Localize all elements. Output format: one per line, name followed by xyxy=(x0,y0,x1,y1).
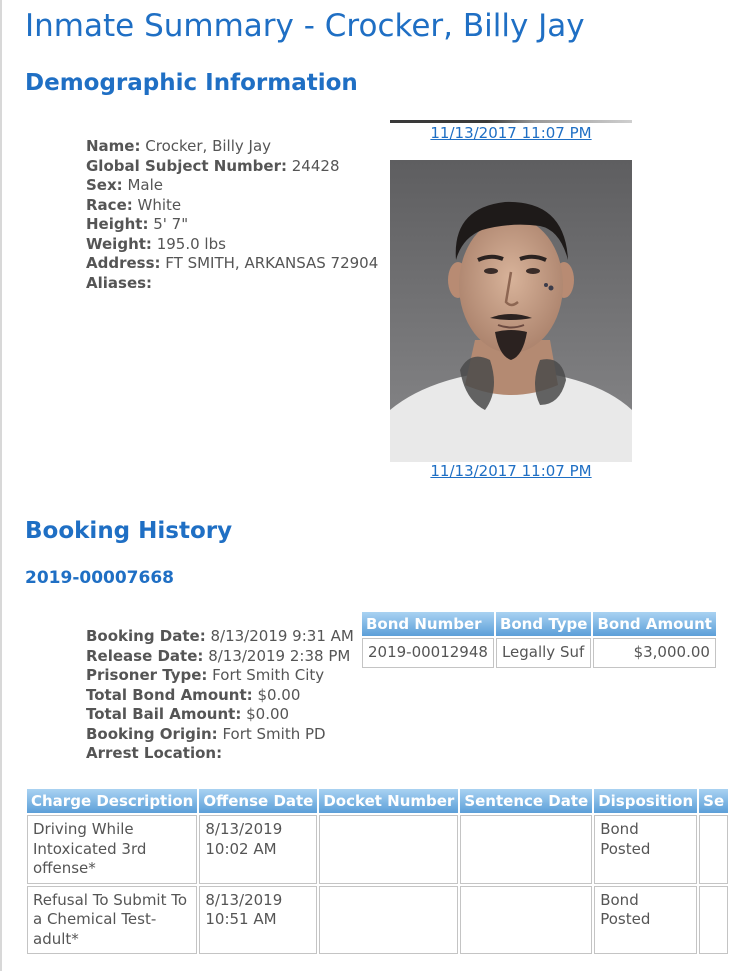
table-row xyxy=(27,815,728,884)
info-weight: Weight: 195.0 lbs xyxy=(86,234,226,253)
info-booking-origin: Booking Origin: Fort Smith PD xyxy=(86,724,326,743)
booking-history-heading: Booking History xyxy=(25,518,233,544)
bond-amount-cell: $3,000.00 xyxy=(593,638,715,668)
bond-table-header xyxy=(362,612,716,636)
page-title: Inmate Summary - Crocker, Billy Jay xyxy=(25,8,585,44)
charge-description-cell: Driving While Intoxicated 3rd offense* xyxy=(27,815,197,884)
docket-number-header[interactable]: Docket Number xyxy=(319,789,458,813)
charge-table xyxy=(25,787,730,956)
sentence-date-cell xyxy=(460,886,592,955)
info-address: Address: FT SMITH, ARKANSAS 72904 xyxy=(86,254,379,272)
info-height: Height: 5' 7" xyxy=(86,215,189,233)
sentence-date-header[interactable]: Sentence Date xyxy=(460,789,592,813)
info-release-date: Release Date: 8/13/2019 2:38 PM xyxy=(86,646,351,665)
info-sex: Sex: Male xyxy=(86,176,163,194)
bond-table xyxy=(360,610,718,670)
info-global-subject-number: Global Subject Number: 24428 xyxy=(86,156,340,175)
info-booking-date: Booking Date: 8/13/2019 9:31 AM xyxy=(86,627,354,645)
charge-description-header[interactable]: Charge Description xyxy=(27,789,197,813)
bond-number-cell: 2019-00012948 xyxy=(362,638,494,668)
mugshot-image xyxy=(390,160,632,462)
bond-type-cell: Legally Suf xyxy=(496,638,592,668)
charge-table-header xyxy=(27,789,728,813)
docket-number-cell xyxy=(319,886,458,955)
photo-date-link-2[interactable]: 11/13/2017 11:07 PM xyxy=(430,462,592,480)
photo-thumbnail-top[interactable] xyxy=(390,120,632,123)
disposition-header[interactable]: Disposition xyxy=(594,789,697,813)
info-total-bail-amount: Total Bail Amount: $0.00 xyxy=(86,705,290,723)
docket-number-cell xyxy=(319,815,458,884)
demographic-heading: Demographic Information xyxy=(25,70,358,96)
offense-date-cell: 8/13/2019 10:51 AM xyxy=(199,886,317,955)
info-aliases: Aliases: xyxy=(86,273,153,292)
sentence-cell xyxy=(699,886,728,955)
info-prisoner-type: Prisoner Type: Fort Smith City xyxy=(86,666,325,684)
booking-info xyxy=(86,627,354,764)
bond-number-header[interactable]: Bond Number xyxy=(362,612,494,636)
info-total-bond-amount: Total Bond Amount: $0.00 xyxy=(86,685,301,704)
bond-amount-header[interactable]: Bond Amount xyxy=(593,612,715,636)
info-name: Name: Crocker, Billy Jay xyxy=(86,137,272,155)
booking-number: 2019-00007668 xyxy=(25,568,174,588)
table-row xyxy=(362,638,716,668)
charge-description-cell: Refusal To Submit To a Chemical Test-adult* xyxy=(27,886,197,955)
mugshot-photo[interactable] xyxy=(390,160,632,462)
sentence-date-cell xyxy=(460,815,592,884)
disposition-cell: Bond Posted xyxy=(594,815,697,884)
sentence-header-clipped[interactable]: Se xyxy=(699,789,728,813)
photo-date-link-1[interactable]: 11/13/2017 11:07 PM xyxy=(430,124,592,142)
offense-date-cell: 8/13/2019 10:02 AM xyxy=(199,815,317,884)
offense-date-header[interactable]: Offense Date xyxy=(199,789,317,813)
info-race: Race: White xyxy=(86,195,182,214)
sentence-cell xyxy=(699,815,728,884)
disposition-cell: Bond Posted xyxy=(594,886,697,955)
table-row xyxy=(27,886,728,955)
info-arrest-location: Arrest Location: xyxy=(86,744,223,762)
bond-type-header[interactable]: Bond Type xyxy=(496,612,592,636)
demographic-info xyxy=(86,137,378,293)
